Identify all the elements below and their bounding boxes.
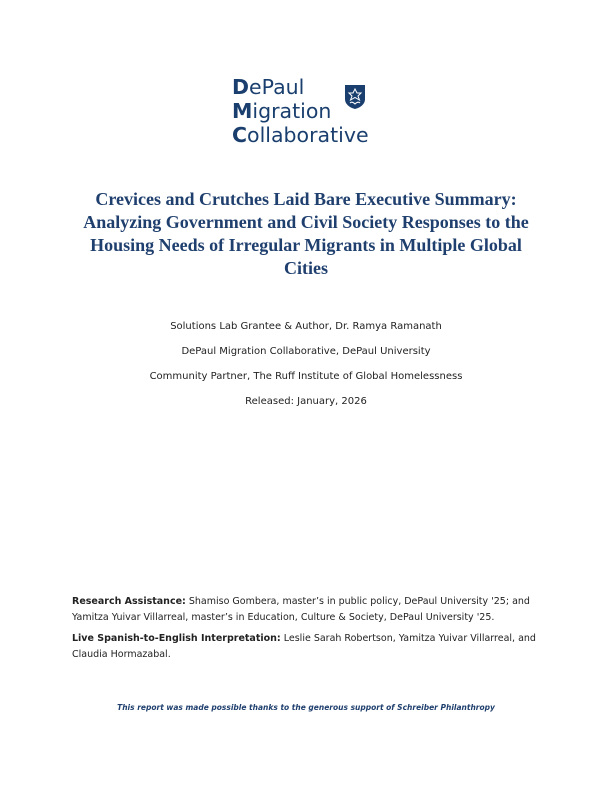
logo-line-collaborative: Collaborative [232, 123, 369, 147]
research-assistance-note [72, 594, 542, 626]
title-line: Cities [284, 258, 328, 278]
partner-credit: Community Partner, The Ruff Institute of Global Homelessness [149, 371, 463, 382]
title-line: Housing Needs of Irregular Migrants in Multiple Global [90, 235, 522, 255]
interpretation-text: Leslie Sarah Robertson, Yamitza Yuivar Villarreal, and Claudia Hormazabal. [72, 633, 536, 660]
title-line: Analyzing Government and Civil Society Responses to the [83, 212, 529, 232]
interpretation-label: Live Spanish-to-English Interpretation: [72, 633, 281, 644]
shield-crest-icon [344, 84, 366, 110]
organization-logo [232, 75, 382, 151]
research-assistance-label: Research Assistance: [72, 596, 186, 607]
research-assistance-text: Shamiso Gombera, master’s in public policy, DePaul University '25; and Yamitza Yuivar Villarreal, master’s in Education, Culture & Society, DePaul University '25. [72, 596, 530, 623]
author-credit: Solutions Lab Grantee & Author, Dr. Ramya Ramanath [170, 321, 442, 332]
affiliation-credit: DePaul Migration Collaborative, DePaul University [181, 346, 431, 357]
logo-line-migration: Migration [232, 99, 332, 123]
release-date: Released: January, 2026 [245, 396, 367, 407]
title-line: Crevices and Crutches Laid Bare Executive Summary: [95, 189, 517, 209]
report-title [70, 188, 542, 280]
interpretation-note [72, 631, 542, 663]
credits-block [0, 320, 612, 420]
funding-acknowledgement: This report was made possible thanks to the generous support of Schreiber Philanthropy [117, 703, 495, 712]
logo-line-depaul: DePaul [232, 75, 305, 99]
acknowledgements [72, 594, 542, 668]
